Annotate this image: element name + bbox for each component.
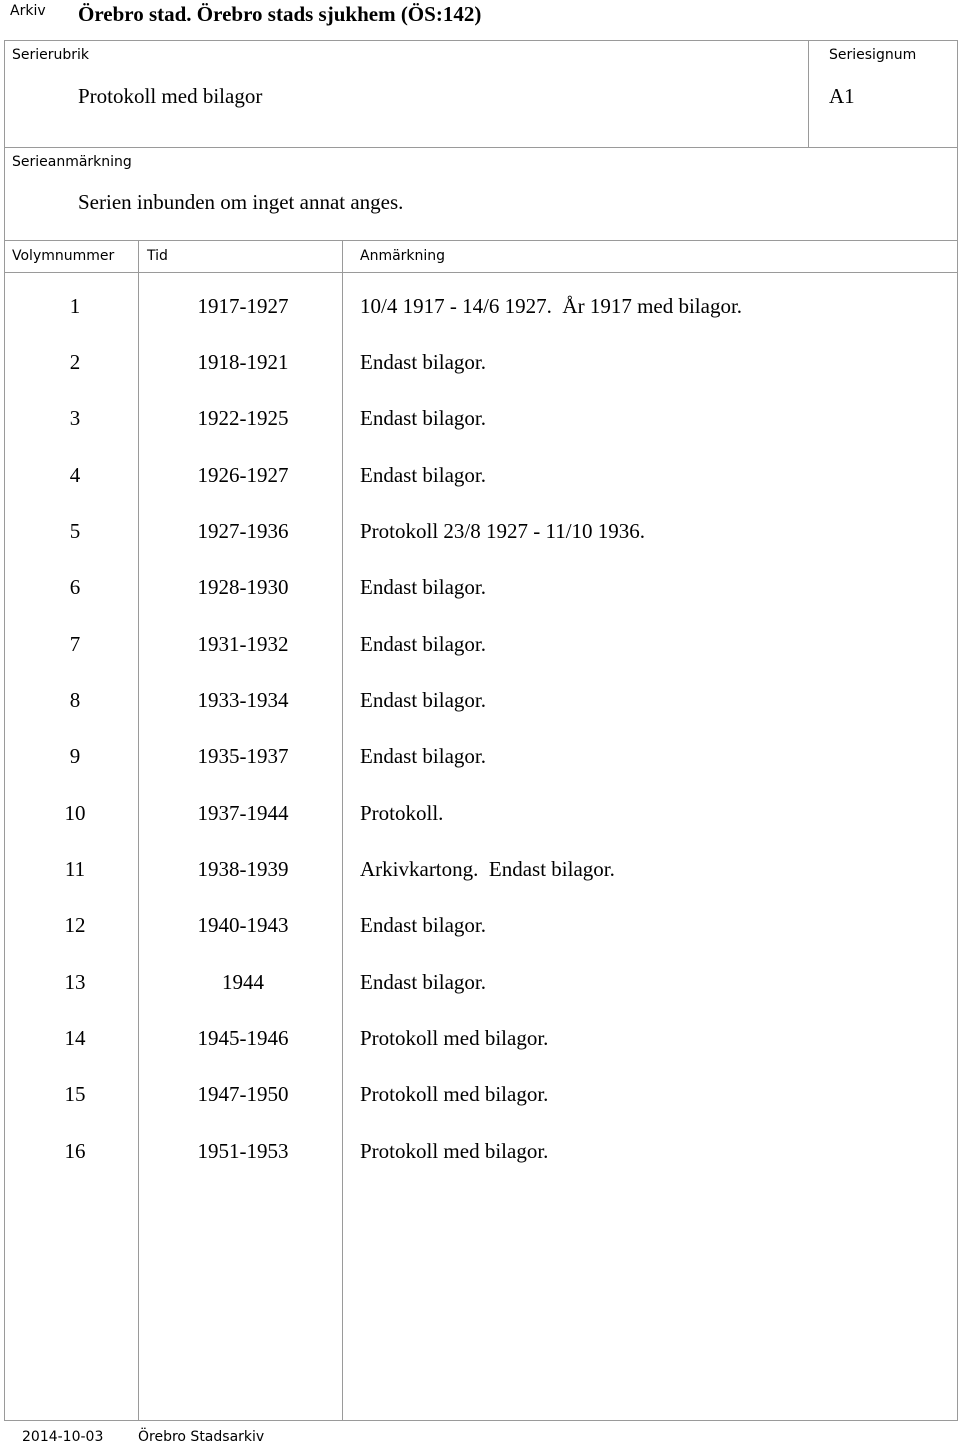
table-row [0, 1026, 960, 1056]
volume-period: 1931-1932 [197, 632, 289, 656]
table-row [0, 575, 960, 605]
volume-note: Endast bilagor. [360, 632, 486, 656]
signum-divider-line [808, 40, 809, 147]
volume-note: Endast bilagor. [360, 575, 486, 599]
volume-number: 12 [64, 913, 86, 937]
volume-note: Arkivkartong. Endast bilagor. [360, 857, 615, 881]
table-row [0, 1082, 960, 1112]
volume-number: 8 [69, 688, 81, 712]
volume-number: 1 [69, 294, 81, 318]
volume-note: Protokoll med bilagor. [360, 1139, 549, 1163]
volume-period: 1922-1925 [197, 406, 289, 430]
column-header-bottom-line [4, 272, 958, 273]
frame-top-line [4, 40, 958, 41]
volume-period: 1928-1930 [197, 575, 289, 599]
volume-note: Protokoll. [360, 801, 444, 825]
serierubrik-value: Protokoll med bilagor [78, 84, 263, 108]
table-row [0, 350, 960, 380]
table-row [0, 406, 960, 436]
volume-number: 3 [69, 406, 81, 430]
table-row [0, 970, 960, 1000]
column-header-anmarkning: Anmärkning [360, 248, 446, 264]
volume-note: Endast bilagor. [360, 970, 486, 994]
volume-period: 1933-1934 [197, 688, 289, 712]
serieanmarkning-value: Serien inbunden om inget annat anges. [78, 190, 404, 214]
volume-number: 13 [64, 970, 86, 994]
volume-note: Endast bilagor. [360, 463, 486, 487]
anmarkning-bottom-line [4, 240, 958, 241]
table-row [0, 1139, 960, 1169]
volume-note: Protokoll med bilagor. [360, 1026, 549, 1050]
volume-number: 10 [64, 801, 86, 825]
column-header-volymnummer: Volymnummer [12, 248, 115, 264]
volume-number: 5 [69, 519, 81, 543]
volume-number: 14 [64, 1026, 86, 1050]
table-row [0, 519, 960, 549]
volume-number: 11 [64, 857, 86, 881]
table-row [0, 632, 960, 662]
table-row [0, 294, 960, 324]
volume-number: 2 [69, 350, 81, 374]
seriesignum-label: Seriesignum [829, 47, 917, 63]
volume-note: Endast bilagor. [360, 688, 486, 712]
frame-left-line [4, 40, 5, 1421]
volume-number: 16 [64, 1139, 86, 1163]
volume-note: Protokoll 23/8 1927 - 11/10 1936. [360, 519, 646, 543]
volume-number: 15 [64, 1082, 86, 1106]
rubrik-bottom-line [4, 147, 958, 148]
volume-period: 1945-1946 [197, 1026, 289, 1050]
table-row [0, 744, 960, 774]
volume-note: Endast bilagor. [360, 350, 486, 374]
serierubrik-label: Serierubrik [12, 47, 90, 63]
column-header-tid: Tid [147, 248, 168, 264]
volume-period: 1944 [222, 970, 264, 994]
volume-number: 6 [69, 575, 81, 599]
table-row [0, 463, 960, 493]
volume-period: 1938-1939 [197, 857, 289, 881]
volume-note: Endast bilagor. [360, 406, 486, 430]
volume-note: Endast bilagor. [360, 913, 486, 937]
volume-period: 1947-1950 [197, 1082, 289, 1106]
volume-number: 4 [69, 463, 81, 487]
volume-note: Protokoll med bilagor. [360, 1082, 549, 1106]
volume-note: 10/4 1917 - 14/6 1927. År 1917 med bilagor. [360, 294, 743, 318]
volume-period: 1951-1953 [197, 1139, 289, 1163]
volume-period: 1926-1927 [197, 463, 289, 487]
volume-note: Endast bilagor. [360, 744, 486, 768]
footer-archive-name: Örebro Stadsarkiv [138, 1429, 265, 1445]
serieanmarkning-label: Serieanmärkning [12, 154, 132, 170]
table-row [0, 688, 960, 718]
volume-period: 1940-1943 [197, 913, 289, 937]
volume-number: 9 [69, 744, 81, 768]
table-row [0, 801, 960, 831]
volume-period: 1918-1921 [197, 350, 289, 374]
volume-period: 1917-1927 [197, 294, 289, 318]
volume-period: 1937-1944 [197, 801, 289, 825]
seriesignum-value: A1 [829, 84, 855, 108]
arkiv-title: Örebro stad. Örebro stads sjukhem (ÖS:142) [78, 2, 482, 26]
footer-date: 2014-10-03 [22, 1429, 104, 1445]
frame-right-line [957, 40, 958, 1421]
arkiv-label: Arkiv [10, 3, 46, 19]
volume-number: 7 [69, 632, 81, 656]
table-row [0, 857, 960, 887]
volume-period: 1927-1936 [197, 519, 289, 543]
frame-bottom-line [4, 1420, 958, 1421]
volume-period: 1935-1937 [197, 744, 289, 768]
table-row [0, 913, 960, 943]
